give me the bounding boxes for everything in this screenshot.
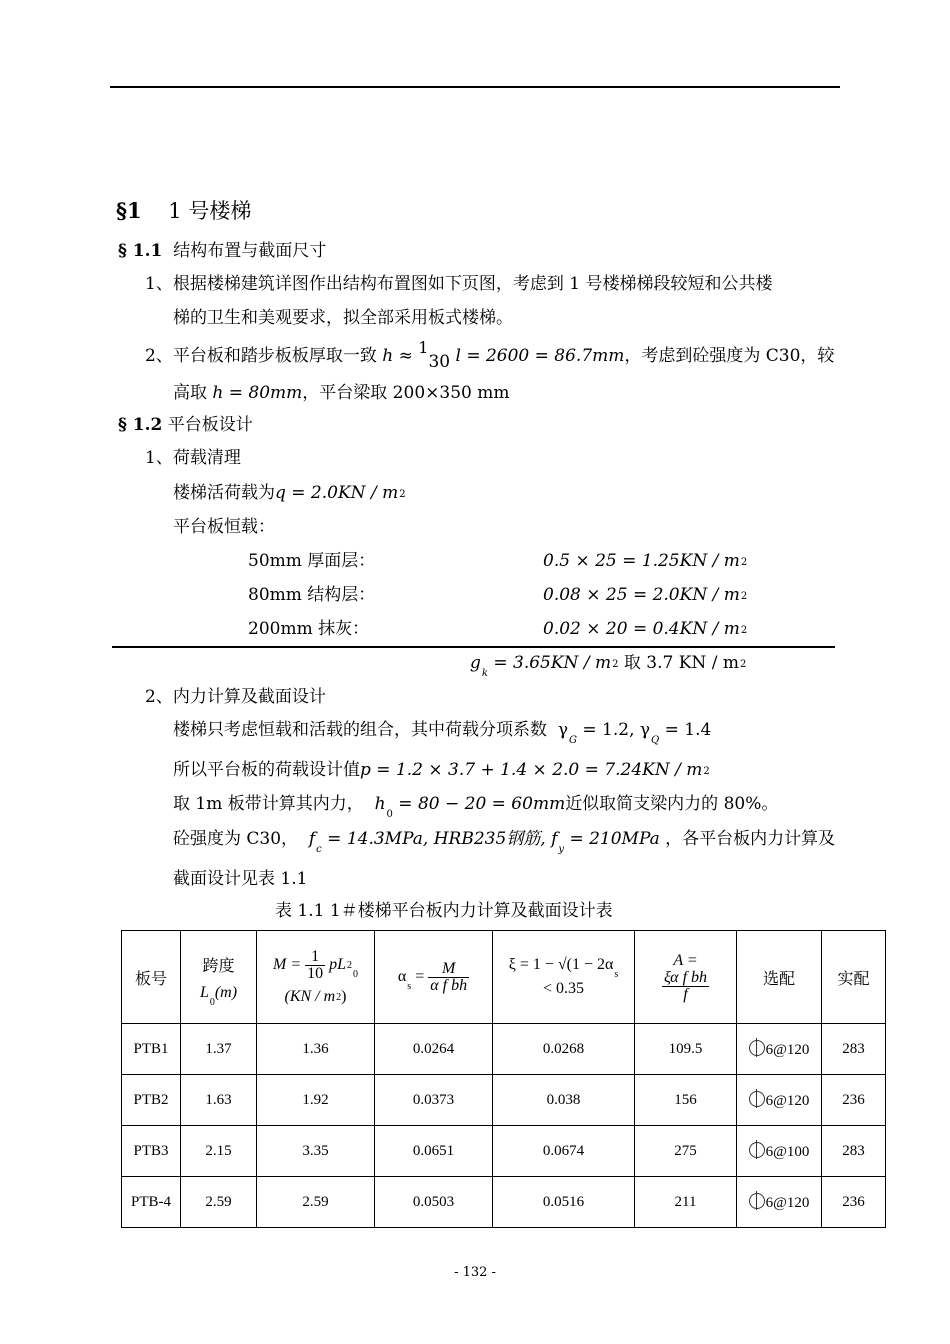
table-header-row <box>122 931 886 1024</box>
cell-as: 109.5 <box>635 1024 737 1075</box>
load-name-1: 50mm 厚面层： <box>248 551 376 571</box>
concrete-line: 砼强度为 C30， $f_c = 14.3MPa$, HRB235钢筋, $f_y = 210MPa$ ，各平台板内力计算及 <box>173 829 836 855</box>
header-span: 跨度 $L_0(m)$ <box>181 931 257 1024</box>
cell-id: PTB2 <box>122 1075 181 1126</box>
paragraph-2-line2: 高取 h = 80mm，平台梁取 200×350 mm <box>173 383 510 403</box>
cell-bars: 6@100 <box>737 1126 822 1177</box>
section-title-text: 1 号楼梯 <box>168 199 252 223</box>
load-name-3: 200mm 抹灰： <box>248 619 370 639</box>
live-load-line: 楼梯活荷载为q = 2.0KN / m2 <box>173 483 406 503</box>
section-title <box>116 198 251 224</box>
header-xi: $\xi = 1 - √(1 - 2\alpha_s$ < 0.35 <box>493 931 635 1024</box>
cell-alpha: 0.0503 <box>375 1177 493 1228</box>
cell-alpha: 0.0651 <box>375 1126 493 1177</box>
header-rule <box>110 86 840 88</box>
cell-moment: 3.35 <box>257 1126 375 1177</box>
cell-xi: 0.0268 <box>493 1024 635 1075</box>
cell-moment: 1.92 <box>257 1075 375 1126</box>
cell-id: PTB1 <box>122 1024 181 1075</box>
cell-xi: 0.0516 <box>493 1177 635 1228</box>
page-number: - 132 - <box>454 1265 496 1280</box>
cell-id: PTB3 <box>122 1126 181 1177</box>
paragraph-1-line1: 1、根据楼梯建筑详图作出结构布置图如下页图，考虑到 1 号楼梯梯段较短和公共楼 <box>145 274 773 294</box>
cell-as: 275 <box>635 1126 737 1177</box>
load-formula-1: 0.5 × 25 = 1.25KN / m2 <box>543 551 748 571</box>
strip-line: 取 1m 板带计算其内力， $h_0 = 80 - 20 = 60mm$近似取简支梁内力的 80%。 <box>173 794 779 820</box>
section-number: §1 <box>116 198 142 223</box>
table-caption: 表 1.1 1＃楼梯平台板内力计算及截面设计表 <box>275 901 613 921</box>
design-load-line: 所以平台板的荷载设计值p = 1.2 × 3.7 + 1.4 × 2.0 = 7.24KN / m2 <box>173 760 710 780</box>
cell-actual: 283 <box>822 1024 886 1075</box>
paragraph-2-line1: 2、平台板和踏步板板厚取一致 h ≈ 130 l = 2600 = 86.7mm，考虑到砼强度为 C30，较 <box>145 338 835 372</box>
cell-span: 1.37 <box>181 1024 257 1075</box>
cell-xi: 0.038 <box>493 1075 635 1126</box>
cell-as: 156 <box>635 1075 737 1126</box>
paragraph-1-line2: 梯的卫生和美观要求，拟全部采用板式楼梯。 <box>173 308 513 328</box>
cell-bars: 6@120 <box>737 1075 822 1126</box>
rebar-grade-icon <box>749 1040 765 1056</box>
cell-moment: 1.36 <box>257 1024 375 1075</box>
load-formula-3: 0.02 × 20 = 0.4KN / m2 <box>543 619 748 639</box>
header-selected: 选配 <box>737 931 822 1024</box>
cell-span: 1.63 <box>181 1075 257 1126</box>
header-actual: 实配 <box>822 931 886 1024</box>
table-row <box>122 1075 886 1126</box>
header-board-id: 板号 <box>122 931 181 1024</box>
cell-span: 2.15 <box>181 1126 257 1177</box>
cell-actual: 236 <box>822 1075 886 1126</box>
table-row <box>122 1024 886 1075</box>
table-row <box>122 1126 886 1177</box>
cell-alpha: 0.0373 <box>375 1075 493 1126</box>
cell-actual: 236 <box>822 1177 886 1228</box>
cell-moment: 2.59 <box>257 1177 375 1228</box>
rebar-grade-icon <box>749 1193 765 1209</box>
item-2-heading: 2、内力计算及截面设计 <box>145 687 326 707</box>
sum-rule <box>112 646 835 648</box>
dead-load-label: 平台板恒载： <box>173 517 275 537</box>
cell-actual: 283 <box>822 1126 886 1177</box>
cell-alpha: 0.0264 <box>375 1024 493 1075</box>
concrete-line-2: 截面设计见表 1.1 <box>173 869 308 889</box>
table-row <box>122 1177 886 1228</box>
cell-bars: 6@120 <box>737 1024 822 1075</box>
combination-line: 楼梯只考虑恒载和活载的组合，其中荷载分项系数 $\gamma_G = 1.2$, $\gamma_Q = 1.4$ <box>173 720 712 746</box>
subsection-1-2-heading: § 1.2 平台板设计 <box>118 415 253 435</box>
subsection-1-1-heading: § 1.1 结构布置与截面尺寸 <box>118 241 327 261</box>
cell-xi: 0.0674 <box>493 1126 635 1177</box>
load-name-2: 80mm 结构层： <box>248 585 376 605</box>
total-load-line: $g_k = 3.65KN / m2$ 取 3.7 KN / m2 <box>470 653 747 679</box>
header-moment: M = $\frac{1}{10}$ $pL2_0$ (KN / m2) <box>257 931 375 1024</box>
header-alpha: $\alpha_s$ = $\frac{M}{\text{α f bh}}$ <box>375 931 493 1024</box>
cell-id: PTB-4 <box>122 1177 181 1228</box>
rebar-grade-icon <box>749 1142 765 1158</box>
cell-bars: 6@120 <box>737 1177 822 1228</box>
item-1-heading: 1、荷载清理 <box>145 448 241 468</box>
rebar-grade-icon <box>749 1091 765 1107</box>
design-table <box>121 930 886 1228</box>
header-as: A = $\frac{\text{ξα f bh}}{f}$ <box>635 931 737 1024</box>
cell-as: 211 <box>635 1177 737 1228</box>
load-formula-2: 0.08 × 25 = 2.0KN / m2 <box>543 585 748 605</box>
cell-span: 2.59 <box>181 1177 257 1228</box>
